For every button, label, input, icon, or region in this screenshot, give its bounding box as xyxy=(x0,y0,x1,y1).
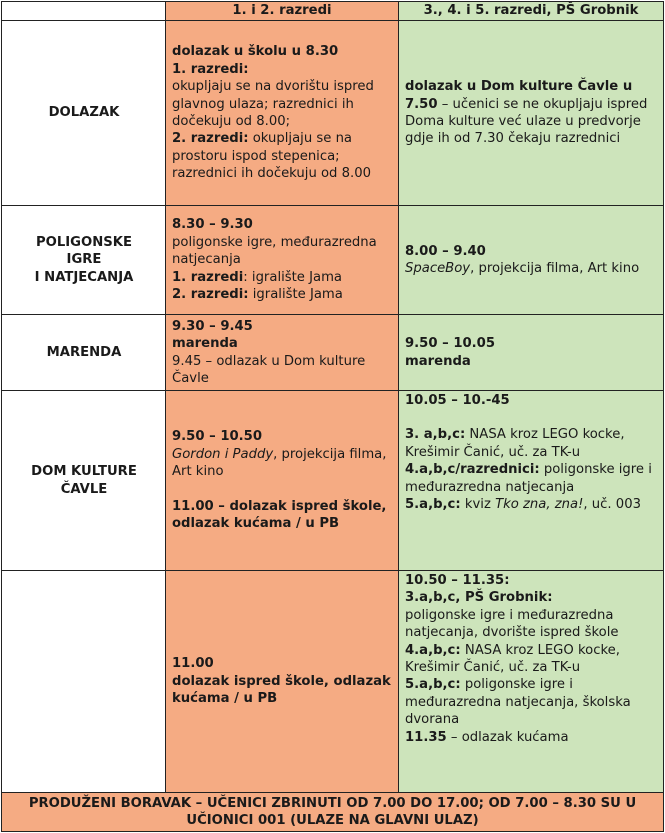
label-line: ČAVLE xyxy=(60,481,108,497)
activity-grade-3 xyxy=(405,426,658,461)
spacer xyxy=(172,481,393,498)
marenda-title: marenda xyxy=(405,353,471,369)
film-time: 8.00 – 9.40 xyxy=(405,243,486,259)
activity-grade-5 xyxy=(405,496,658,513)
marenda-note: 9.45 – odlazak u Dom kulture Čavle xyxy=(172,353,366,386)
marenda-grades-1-2 xyxy=(166,315,399,391)
dom-grades-1-2 xyxy=(166,391,399,571)
activity-text: poligonske igre i međurazredna natjecanja xyxy=(405,462,652,495)
grade-label: 4.a,b,c/razrednici: xyxy=(405,462,540,478)
grade-2-label: 2. razredi: xyxy=(172,287,249,303)
dolazak-dom-time: dolazak u Dom kulture Čavle u 7.50 xyxy=(405,79,633,112)
label-line: IGRE xyxy=(66,252,102,268)
poligonske-time: 8.30 – 9.30 xyxy=(172,217,253,233)
film-desc: , projekcija filma, Art kino xyxy=(172,446,387,480)
poligonske-desc: poligonske igre, međurazredna natjecanja xyxy=(172,234,377,268)
grade-1-location: : igralište Jama xyxy=(243,269,343,285)
marenda-title: marenda xyxy=(172,336,238,352)
row-marenda xyxy=(2,315,664,391)
activity-text: NASA kroz LEGO kocke, Krešimir Čanić, uč. za TK-u xyxy=(405,642,620,676)
quiz-title: Tko zna, zna! xyxy=(495,497,584,513)
grade-1-label: 1. razredi: xyxy=(172,61,249,77)
dom-grades-3-4-5 xyxy=(399,391,664,571)
row-label-dolazak: DOLAZAK xyxy=(2,21,166,206)
dolazak-grades-1-2 xyxy=(166,21,399,206)
row-label-poligonske xyxy=(2,206,166,315)
film-title: SpaceBoy xyxy=(405,261,471,276)
grade-label: 4.a,b,c: xyxy=(405,642,461,658)
grade-1-line xyxy=(172,269,393,286)
grade-label: 5.a,b,c: xyxy=(405,677,461,693)
film-line xyxy=(172,446,393,481)
activity-text: poligonske igre i međurazredna natjecanja, školska dvorana xyxy=(405,677,631,728)
marenda-time: 9.30 – 9.45 xyxy=(172,318,253,334)
grade-2-location: igralište Jama xyxy=(248,287,343,303)
dolazak-time: dolazak u školu u 8.30 xyxy=(172,44,339,60)
header-empty-cell xyxy=(2,2,166,21)
header-grades-1-2: 1. i 2. razredi xyxy=(166,2,399,21)
activity-grade-4 xyxy=(405,642,658,677)
schedule-table xyxy=(1,1,664,832)
label-line: POLIGONSKE xyxy=(36,234,132,250)
return-note: 11.00 – dolazak ispred škole, odlazak kućama / u PB xyxy=(172,498,387,532)
dolazak-dom-text: – učenici se ne okupljaju ispred Doma kulture već ulaze u predvorje gdje ih od 7.30 čekaju razrednici xyxy=(405,96,648,147)
last-time: 10.50 – 11.35: xyxy=(405,573,510,588)
activity-text: kviz xyxy=(460,497,496,513)
return-text: dolazak ispred škole, odlazak kućama / u PB xyxy=(172,673,391,707)
departure-time: 11.35 xyxy=(405,729,447,745)
grade-1-label: 1. razredi xyxy=(172,269,244,285)
departure-text: – odlazak kućama xyxy=(446,729,569,745)
return-time: 11.00 xyxy=(172,656,214,672)
activity-room: , uč. 003 xyxy=(583,497,641,513)
last-grades-3-4-5 xyxy=(399,571,664,793)
activity-grade-4 xyxy=(405,461,658,496)
footer-row xyxy=(2,793,664,832)
film-title: Gordon i Paddy xyxy=(172,446,274,462)
label-line: DOM KULTURE xyxy=(31,464,137,480)
grade-1-text: okupljaju se na dvorištu ispred glavnog ulaza; razrednici ih dočekuju od 8.00; xyxy=(172,79,374,129)
poligonske-grades-3-4-5 xyxy=(399,206,664,315)
spacer xyxy=(405,409,658,426)
activity-text: poligonske igre i međurazredna natjecanja, dvorište ispred škole xyxy=(405,607,619,641)
film-line xyxy=(405,260,658,277)
grade-2-label: 2. razredi: xyxy=(172,131,249,147)
grade-2-line xyxy=(172,286,393,303)
dom-time: 9.50 – 10.50 xyxy=(172,429,263,445)
footer-note: PRODUŽENI BORAVAK – UČENICI ZBRINUTI OD 7.00 DO 17.00; OD 7.00 – 8.30 SU U UČIONICI 001 (ULAZE NA GLAVNI ULAZ) xyxy=(2,793,664,832)
dolazak-grades-3-4-5 xyxy=(399,21,664,206)
row-last xyxy=(2,571,664,793)
grade-label: 5.a,b,c: xyxy=(405,497,461,513)
grade-2-text: okupljaju se na prostoru ispod stepenica; razrednici ih dočekuju od 8.00 xyxy=(172,131,371,182)
marenda-grades-3-4-5 xyxy=(399,315,664,391)
poligonske-grades-1-2 xyxy=(166,206,399,315)
grade-label: 3. a,b,c: xyxy=(405,427,466,443)
last-grades-1-2 xyxy=(166,571,399,793)
row-label-empty xyxy=(2,571,166,793)
grade-2-line xyxy=(172,130,393,182)
header-grades-3-4-5: 3., 4. i 5. razredi, PŠ Grobnik xyxy=(399,2,664,21)
row-label-marenda: MARENDA xyxy=(2,315,166,391)
row-label-dom-kulture xyxy=(2,391,166,571)
departure-line xyxy=(405,729,658,746)
row-dom-kulture xyxy=(2,391,664,571)
label-line: I NATJECANJA xyxy=(34,269,134,285)
activity-grade-5 xyxy=(405,676,658,728)
marenda-time: 9.50 – 10.05 xyxy=(405,336,496,352)
row-poligonske xyxy=(2,206,664,315)
activity-text: NASA kroz LEGO kocke, Krešimir Čanić, uč. za TK-u xyxy=(405,427,625,460)
header-row xyxy=(2,2,664,21)
grade-label: 3.a,b,c, PŠ Grobnik: xyxy=(405,590,553,606)
dom-time: 10.05 – 10.-45 xyxy=(405,393,510,408)
row-dolazak xyxy=(2,21,664,206)
film-desc: , projekcija filma, Art kino xyxy=(470,261,640,276)
